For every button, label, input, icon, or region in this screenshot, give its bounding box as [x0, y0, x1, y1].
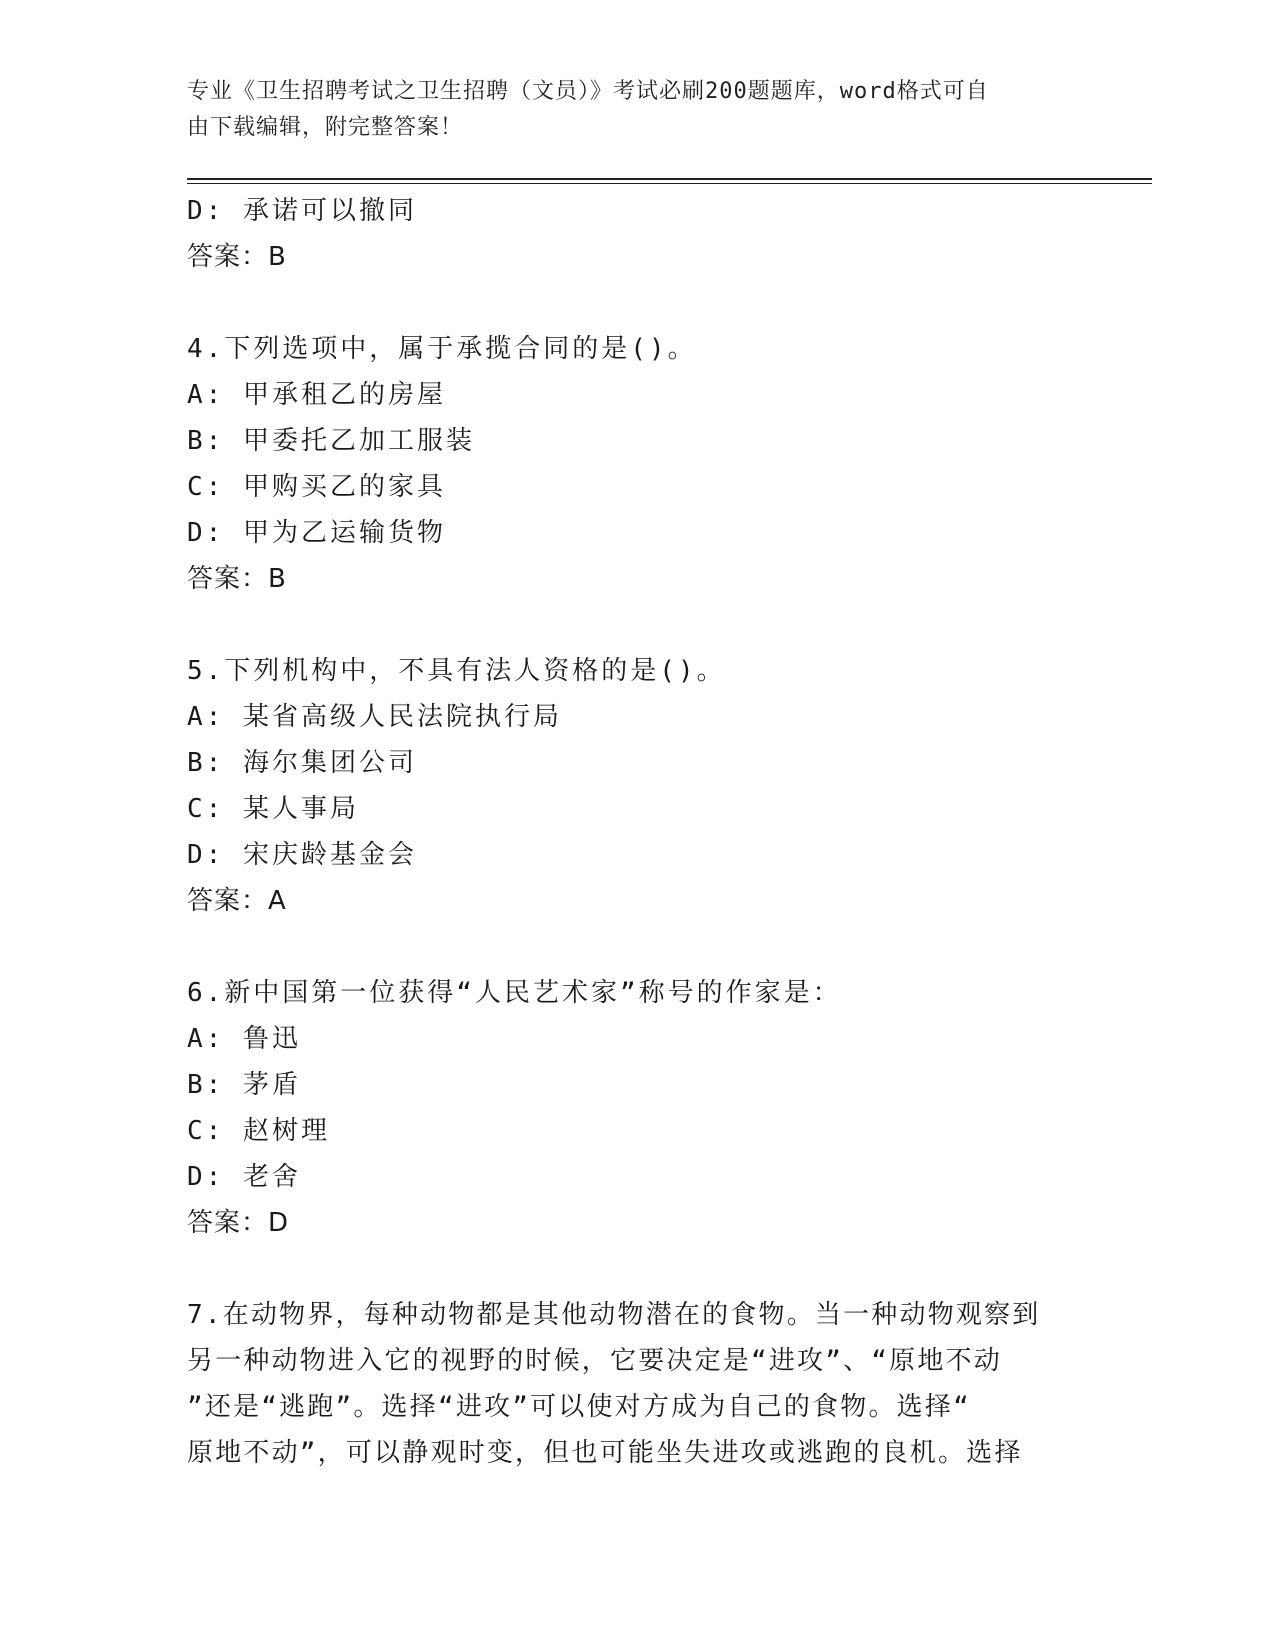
option-c: C: 甲购买乙的家具	[187, 472, 446, 502]
option-a: A: 某省高级人民法院执行局	[187, 702, 562, 732]
option-c: C: 某人事局	[187, 794, 359, 824]
option-b: B: 甲委托乙加工服装	[187, 426, 475, 456]
question-text: 5.下列机构中，不具有法人资格的是()。	[187, 656, 726, 686]
header-line-1: 专业《卫生招聘考试之卫生招聘（文员）》考试必刷200题题库，word格式可自	[187, 79, 989, 104]
option-b: B: 海尔集团公司	[187, 748, 417, 778]
document-body	[187, 188, 1067, 1476]
answer-line: 答案：B	[187, 564, 287, 594]
spacer	[187, 1246, 1067, 1292]
header-divider-thick	[187, 178, 1152, 180]
question-5	[187, 648, 1067, 924]
option-b: B: 茅盾	[187, 1070, 301, 1100]
option-a: A: 鲁迅	[187, 1024, 301, 1054]
question-text: 4.下列选项中，属于承揽合同的是()。	[187, 334, 697, 364]
question-4	[187, 326, 1067, 602]
option-d: D: 老舍	[187, 1162, 301, 1192]
document-header	[187, 74, 1067, 146]
question-text-line-4: 原地不动”，可以静观时变，但也可能坐失进攻或逃跑的良机。选择	[187, 1438, 1023, 1468]
answer-line: 答案：B	[187, 242, 287, 272]
question-7	[187, 1292, 1067, 1476]
question-text-line-2: 另一种动物进入它的视野的时候，它要决定是“进攻”、“原地不动	[187, 1346, 1002, 1376]
question-text-line-1: 7.在动物界，每种动物都是其他动物潜在的食物。当一种动物观察到	[187, 1300, 1041, 1330]
option-c: C: 赵树理	[187, 1116, 330, 1146]
answer-line: 答案：A	[187, 886, 287, 916]
spacer	[187, 280, 1067, 326]
question-text-line-3: ”还是“逃跑”。选择“进攻”可以使对方成为自己的食物。选择“	[187, 1392, 971, 1422]
option-a: A: 甲承租乙的房屋	[187, 380, 446, 410]
option-d: D: 甲为乙运输货物	[187, 518, 446, 548]
question-text: 6.新中国第一位获得“人民艺术家”称号的作家是：	[187, 978, 842, 1008]
option-d: D: 宋庆龄基金会	[187, 840, 417, 870]
question-3-fragment	[187, 188, 1067, 280]
answer-line: 答案：D	[187, 1208, 290, 1238]
question-6	[187, 970, 1067, 1246]
spacer	[187, 924, 1067, 970]
header-divider-thin	[187, 183, 1152, 184]
header-line-2: 由下载编辑，附完整答案！	[187, 115, 464, 140]
spacer	[187, 602, 1067, 648]
option-d: D: 承诺可以撤同	[187, 196, 417, 226]
